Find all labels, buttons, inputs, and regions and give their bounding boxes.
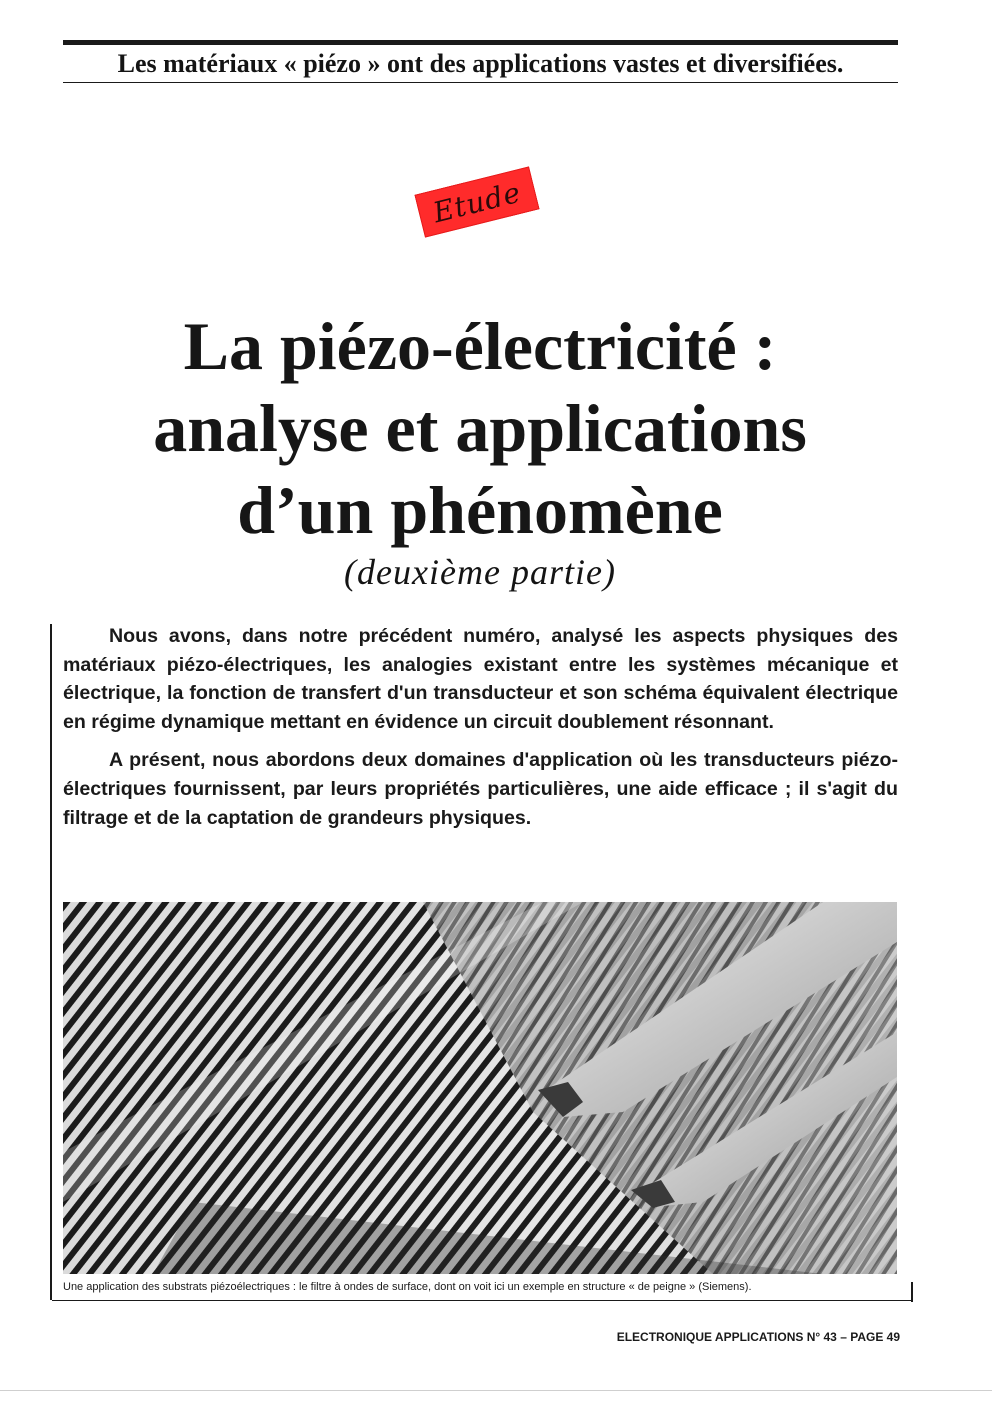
lede-paragraph-1: Nous avons, dans notre précédent numéro, analysé les aspects physiques des matériaux piézo-électriques, les analogies existant entre les systèmes mécanique et électrique, la fonction de transfert d'un transducteur et son schéma équivalent électrique en régime dynamique mettant en évidence un circuit doublement résonnant. <box>63 625 898 733</box>
etude-badge-label: Etude <box>429 175 525 229</box>
title-line-1: La piézo-électricité : <box>183 308 777 384</box>
etude-badge <box>414 166 539 237</box>
left-margin-bar <box>50 624 52 1300</box>
photo-caption: Une application des substrats piézoélectriques : le filtre à ondes de surface, dont on voit ici un exemple en structure « de peigne » (Siemens). <box>63 1281 752 1293</box>
running-head: Les matériaux « piézo » ont des applications vastes et diversifiées. <box>117 49 844 78</box>
right-margin-bar <box>911 1282 913 1302</box>
article-title <box>60 305 900 551</box>
lede-paragraph-2: A présent, nous abordons deux domaines d'application où les transducteurs piézo-électriques fournissent, par leurs propriétés particulières, une aide efficace ; il s'agit du filtrage et de la captation de grandeurs physiques. <box>63 749 898 829</box>
title-line-2: analyse et applications <box>153 390 807 466</box>
title-line-3: d’un phénomène <box>237 472 723 548</box>
saw-filter-photo <box>63 902 897 1274</box>
page-footer: ELECTRONIQUE APPLICATIONS N° 43 – PAGE 49 <box>616 1330 900 1344</box>
saw-filter-photo-graphic <box>63 902 897 1274</box>
caption-rule <box>52 1300 912 1301</box>
article-subtitle: (deuxième partie) <box>344 552 616 592</box>
bottom-edge-rule <box>0 1390 992 1391</box>
top-thin-rule <box>63 82 898 83</box>
top-thick-rule <box>63 40 898 45</box>
lede <box>63 622 898 842</box>
